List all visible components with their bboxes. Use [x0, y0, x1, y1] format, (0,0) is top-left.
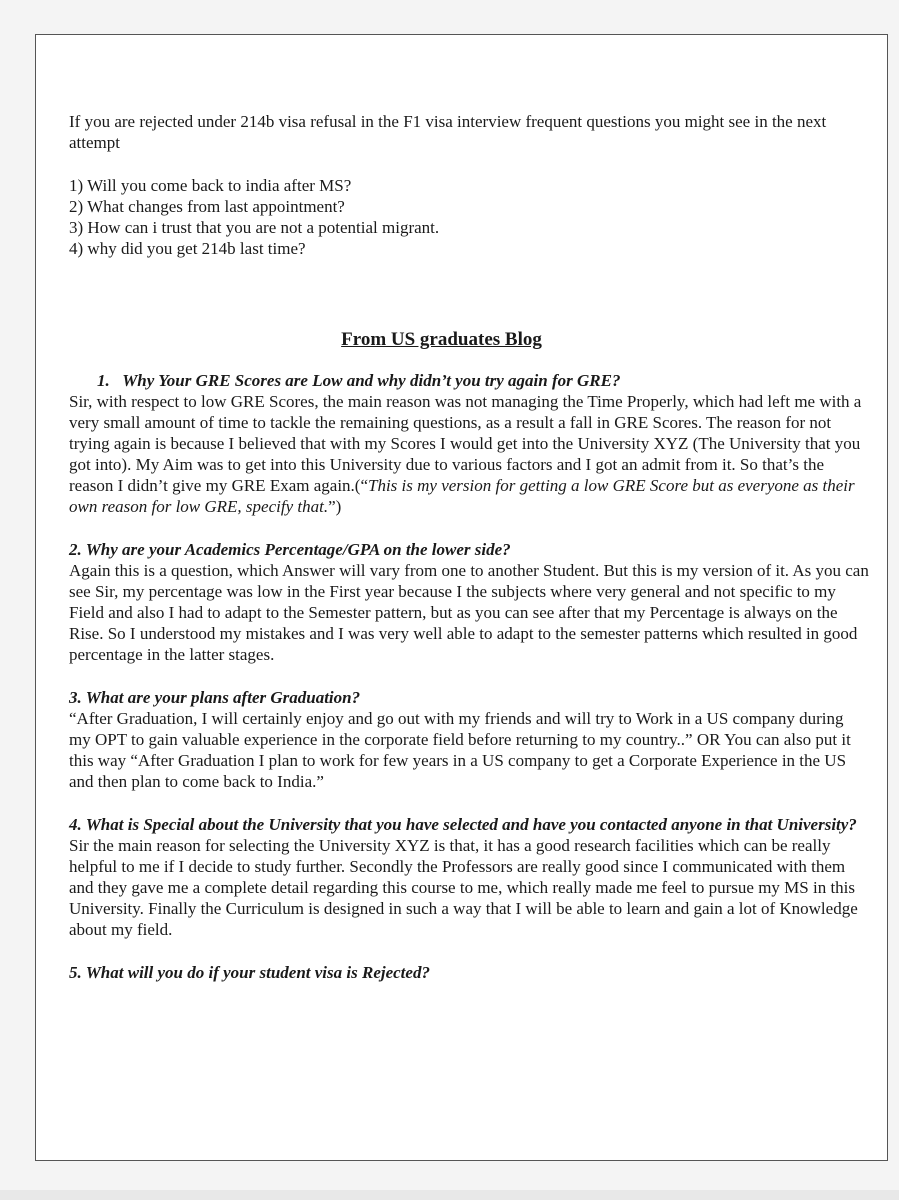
question-heading: 4. What is Special about the University that you have selected and have you contacted anyone in that University? [69, 815, 857, 834]
list-item: 1) Will you come back to india after MS? [69, 176, 352, 195]
answer-text: Sir, with respect to low GRE Scores, the main reason was not managing the Time Properly, which had left me with a very small amount of time to tackle the remaining questions, as a result a fall in GRE Scores. The reason for not trying again is because I believed that with my Scores I would get into the University XYZ (The University that you got into). My Aim was to get into this University due to various factors and I got an admit from it. So that’s the reason I didn’t give my GRE Exam again.(“ [69, 392, 862, 495]
section-university [69, 814, 869, 940]
question-heading: 1. Why Your GRE Scores are Low and why didn’t you try again for GRE? [97, 371, 621, 390]
scan-bottom-edge [0, 1190, 899, 1200]
question-heading: 2. Why are your Academics Percentage/GPA on the lower side? [69, 540, 511, 559]
section-gre [69, 370, 869, 517]
document-content [69, 111, 869, 1005]
question-heading: 3. What are your plans after Graduation? [69, 688, 361, 707]
section-plans [69, 687, 869, 792]
list-item: 2) What changes from last appointment? [69, 197, 345, 216]
blog-title: From US graduates Blog [341, 329, 542, 350]
answer-tail: ”) [328, 497, 342, 516]
document-page [35, 34, 888, 1161]
question-heading: 5. What will you do if your student visa is Rejected? [69, 963, 430, 982]
answer-paragraph: Again this is a question, which Answer will vary from one to another Student. But this is my version of it. As you can see Sir, my percentage was low in the First year because I the subjects where very general and not specific to my Field and also I had to adapt to the Semester pattern, but as you can see after that my Percentage is always on the Rise. So I understood my mistakes and I was very well able to adapt to the semester patterns which resulted in good percentage in the latter stages. [69, 561, 869, 664]
answer-paragraph [69, 391, 869, 517]
section-academics [69, 539, 869, 665]
list-item: 4) why did you get 214b last time? [69, 239, 306, 258]
answer-paragraph: “After Graduation, I will certainly enjoy and go out with my friends and will try to Work in a US company during my OPT to gain valuable experience in the corporate field before returning to my country..” OR You can also put it this way “After Graduation I plan to work for few years in a US company to get a Corporate Experience in the US and then plan to come back to India.” [69, 709, 851, 791]
intro-paragraph: If you are rejected under 214b visa refusal in the F1 visa interview frequent questions you might see in the next attempt [69, 112, 827, 152]
answer-italic-note: This is my version for getting a low GRE Score but as everyone as their own reason for low GRE, specify that. [69, 476, 855, 516]
answer-paragraph: Sir the main reason for selecting the University XYZ is that, it has a good research facilities which can be really helpful to me if I decide to study further. Secondly the Professors are really good since I communicated with them and they gave me a complete detail regarding this course to me, which really made me feel to pursue my MS in this University. Finally the Curriculum is designed in such a way that I will be able to learn and gain a lot of Knowledge about my field. [69, 836, 858, 939]
frequent-questions-list [69, 175, 869, 259]
section-visa-rejected [69, 962, 869, 983]
list-item: 3) How can i trust that you are not a potential migrant. [69, 218, 440, 237]
